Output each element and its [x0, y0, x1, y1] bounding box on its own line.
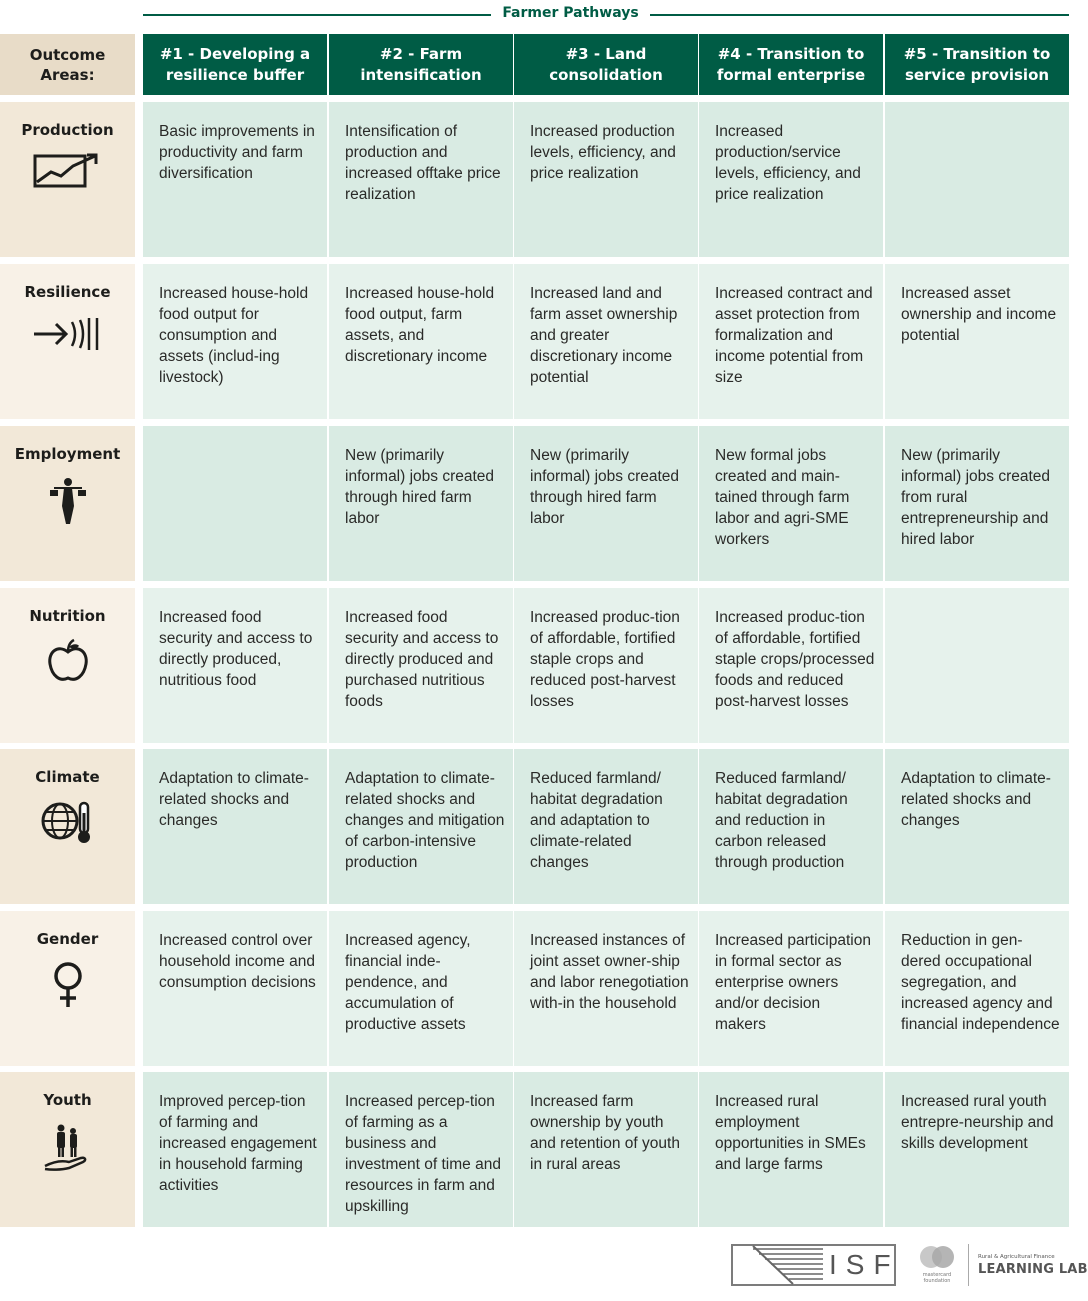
table-cell-nutrition-1 [143, 588, 327, 743]
outcome-areas-label: Outcome Areas: [29, 45, 106, 84]
isf-logo [731, 1244, 900, 1286]
table-cell-resilience-1 [143, 264, 327, 419]
table-cell-climate-2 [329, 749, 513, 904]
isf-stripes-icon [753, 1246, 823, 1284]
cell-text [143, 426, 327, 445]
female-symbol-icon [28, 961, 108, 1021]
table-cell-resilience-4 [699, 264, 883, 419]
table-cell-resilience-2 [329, 264, 513, 419]
row-label-production [0, 102, 135, 257]
cell-text: Adaptation to climate-related shocks and changes and mitigation of carbon-intensive production [345, 770, 505, 871]
apple-icon [28, 638, 108, 698]
cell-text: Increased food security and access to directly produced, nutritious food [159, 609, 313, 689]
cell-text: Increased agency, financial inde-pendence, and accumulation of productive assets [345, 932, 471, 1033]
table-cell-production-5 [885, 102, 1069, 257]
outcome-areas-header [0, 34, 135, 95]
cell-text: Intensification of production and increased offtake price realization [345, 123, 501, 203]
table-cell-employment-5 [885, 426, 1069, 581]
table-cell-gender-1 [143, 911, 327, 1066]
table-cell-youth-5 [885, 1072, 1069, 1227]
row-label-climate [0, 749, 135, 904]
cell-text [885, 102, 1069, 121]
cell-text: Adaptation to climate-related shocks and changes [159, 770, 309, 829]
cell-text [885, 588, 1069, 607]
cell-text: Increased produc-tion of affordable, fortified staple crops and reduced post-harvest losses [530, 609, 680, 710]
table-cell-gender-5 [885, 911, 1069, 1066]
table-cell-gender-2 [329, 911, 513, 1066]
cell-text: Increased production/service levels, efficiency, and price realization [715, 123, 861, 203]
cell-text: Increased food security and access to directly produced and purchased nutritious foods [345, 609, 499, 710]
cell-text: Increased participation in formal sector as enterprise owners and/or decision makers [715, 932, 871, 1033]
table-cell-resilience-3 [514, 264, 698, 419]
table-cell-employment-3 [514, 426, 698, 581]
outcome-area-name: Employment [14, 445, 121, 463]
isf-text: ISF [829, 1249, 900, 1280]
chart-trend-up-icon [28, 152, 108, 212]
cell-text: Increased house-hold food output for consumption and assets (includ-ing livestock) [159, 285, 309, 386]
pathway-header-1 [143, 34, 327, 95]
cell-text: Increased house-hold food output, farm assets, and discretionary income [345, 285, 495, 365]
row-label-nutrition [0, 588, 135, 743]
outcome-area-name: Youth [43, 1091, 92, 1109]
cell-text: Increased control over household income and consumption decisions [159, 932, 316, 991]
pathway-header-label: #5 - Transition to service provision [903, 44, 1051, 84]
outcome-area-name: Gender [36, 930, 99, 948]
cell-text: New formal jobs created and main-tained through farm labor and agri-SME workers [715, 447, 850, 548]
outcome-area-name: Production [21, 121, 114, 139]
cell-text: Increased asset ownership and income potential [901, 285, 1057, 344]
table-cell-nutrition-5 [885, 588, 1069, 743]
row-label-youth [0, 1072, 135, 1227]
table-cell-youth-1 [143, 1072, 327, 1227]
table-cell-nutrition-3 [514, 588, 698, 743]
table-cell-climate-1 [143, 749, 327, 904]
arrow-waves-icon [28, 314, 108, 374]
table-cell-climate-3 [514, 749, 698, 904]
table-cell-youth-4 [699, 1072, 883, 1227]
table-cell-gender-4 [699, 911, 883, 1066]
table-cell-production-1 [143, 102, 327, 257]
cell-text: Increased farm ownership by youth and retention of youth in rural areas [530, 1093, 680, 1173]
youth-hand-icon [28, 1122, 108, 1182]
table-cell-production-3 [514, 102, 698, 257]
banner-line-left [143, 14, 491, 16]
table-cell-youth-3 [514, 1072, 698, 1227]
table-cell-employment-2 [329, 426, 513, 581]
cell-text: Increased percep-tion of farming as a business and investment of time and resources in farm and upskilling [345, 1093, 501, 1215]
pathway-header-5 [885, 34, 1069, 95]
cell-text: Reduced farmland/ habitat degradation and reduction in carbon released through production [715, 770, 848, 871]
table-cell-nutrition-4 [699, 588, 883, 743]
table-cell-production-4 [699, 102, 883, 257]
cell-text: Basic improvements in productivity and farm diversification [159, 123, 315, 182]
cell-text: Reduction in gen-dered occupational segregation, and increased agency and financial independence [901, 932, 1060, 1033]
cell-text: New (primarily informal) jobs created through hired farm labor [345, 447, 495, 527]
table-cell-nutrition-2 [329, 588, 513, 743]
footer-divider [968, 1244, 969, 1286]
cell-text: Increased produc-tion of affordable, fortified staple crops/processed foods and reduced post-harvest losses [715, 609, 875, 710]
row-label-resilience [0, 264, 135, 419]
outcome-area-name: Climate [35, 768, 100, 786]
learning-lab-subtitle: Rural & Agricultural Finance [978, 1254, 1055, 1260]
mastercard-circles-icon [914, 1244, 960, 1272]
pathway-header-label: #4 - Transition to formal enterprise [716, 44, 866, 84]
worker-carrying-icon [28, 476, 108, 536]
cell-text: Improved percep-tion of farming and increased engagement in household farming activities [159, 1093, 317, 1194]
table-cell-employment-4 [699, 426, 883, 581]
cell-text: Increased contract and asset protection from formalization and income potential from size [715, 285, 873, 386]
cell-text: Increased rural employment opportunities in SMEs and large farms [715, 1093, 866, 1173]
table-cell-employment-1 [143, 426, 327, 581]
pathway-header-label: #2 - Farm intensification [360, 44, 482, 84]
pathway-header-label: #1 - Developing a resilience buffer [159, 44, 311, 84]
cell-text: New (primarily informal) jobs created through hired farm labor [530, 447, 680, 527]
cell-text: Adaptation to climate-related shocks and changes [901, 770, 1051, 829]
cell-text: Increased production levels, efficiency, and price realization [530, 123, 676, 182]
cell-text: Increased rural youth entrepre-neurship and skills development [901, 1093, 1054, 1152]
globe-thermometer-icon [28, 799, 108, 859]
table-cell-climate-5 [885, 749, 1069, 904]
cell-text: Increased land and farm asset ownership and greater discretionary income potential [530, 285, 678, 386]
mastercard-text: mastercard foundation [922, 1272, 952, 1284]
learning-lab-title: LEARNING LAB [978, 1262, 1088, 1277]
farmer-pathways-banner [143, 0, 1069, 30]
outcome-area-name: Resilience [24, 283, 111, 301]
table-cell-climate-4 [699, 749, 883, 904]
table-cell-production-2 [329, 102, 513, 257]
pathway-header-label: #3 - Land consolidation [549, 44, 663, 84]
table-cell-gender-3 [514, 911, 698, 1066]
learning-lab-logo [978, 1244, 1088, 1286]
table-cell-youth-2 [329, 1072, 513, 1227]
pathway-header-3 [514, 34, 698, 95]
pathway-header-2 [329, 34, 513, 95]
cell-text: Reduced farmland/ habitat degradation and adaptation to climate-related changes [530, 770, 663, 871]
cell-text: Increased instances of joint asset owner-ship and labor renegotiation with-in the household [530, 932, 689, 1012]
row-label-gender [0, 911, 135, 1066]
table-cell-resilience-5 [885, 264, 1069, 419]
banner-title: Farmer Pathways [502, 5, 639, 21]
outcome-area-name: Nutrition [29, 607, 106, 625]
cell-text: New (primarily informal) jobs created from rural entrepreneurship and hired labor [901, 447, 1051, 548]
pathway-header-4 [699, 34, 883, 95]
mastercard-foundation-logo [914, 1244, 960, 1286]
banner-line-right [650, 14, 1069, 16]
row-label-employment [0, 426, 135, 581]
